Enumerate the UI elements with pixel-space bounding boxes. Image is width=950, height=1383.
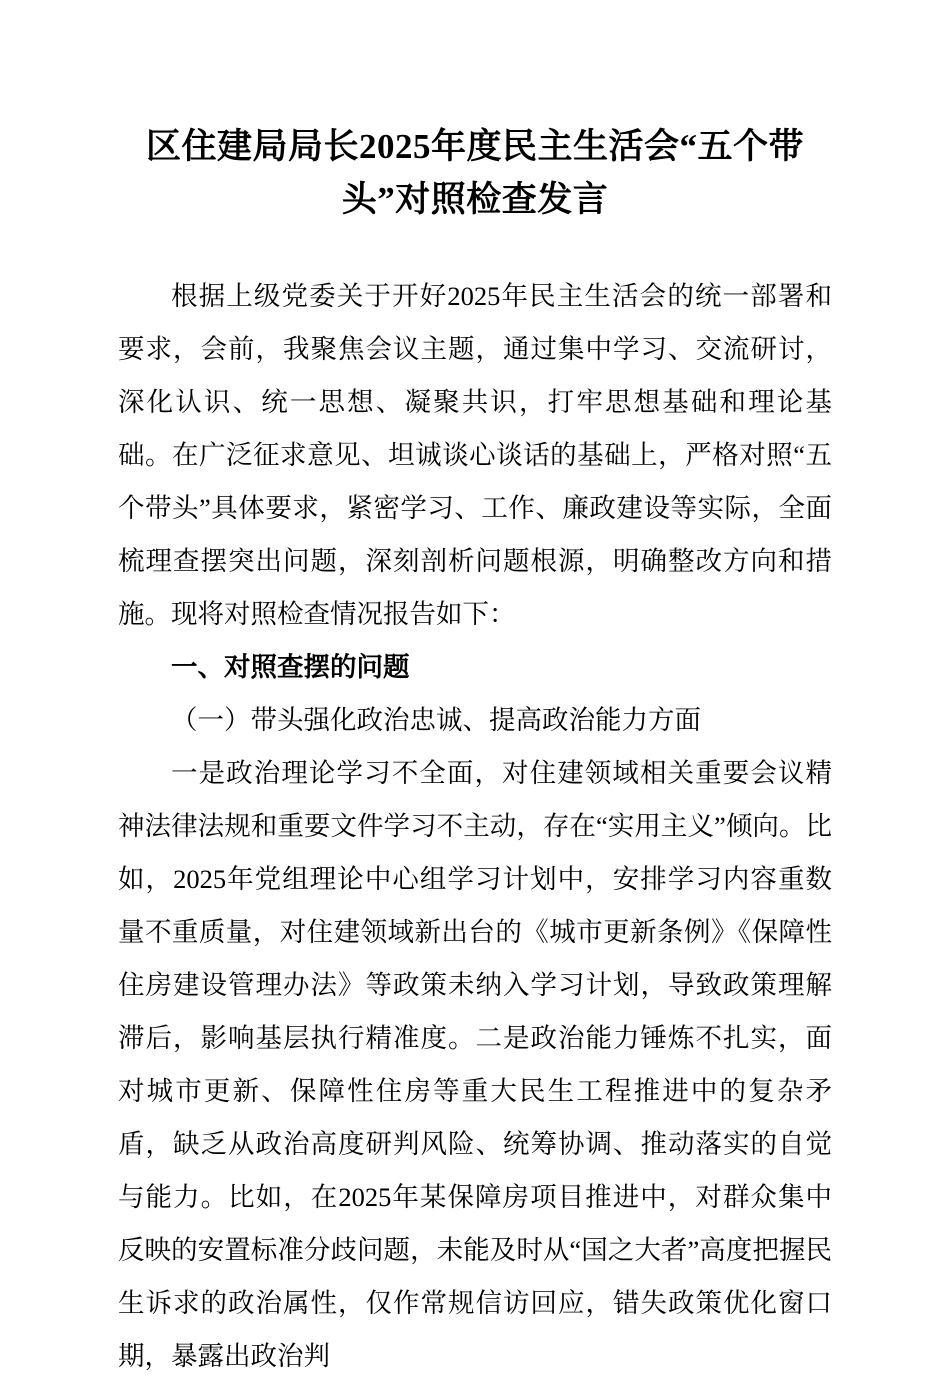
section-body-paragraph: 一是政治理论学习不全面，对住建领域相关重要会议精神法律法规和重要文件学习不主动，存在“实用主义”倾向。比如，2025年党组理论中心组学习计划中，安排学习内容重数量不重质量，对住建领域新出台的《城市更新条例》《保障性住房建设管理办法》等政策未纳入学习计划，导致政策理解滞后，影响基层执行精准度。二是政治能力锤炼不扎实，面对城市更新、保障性住房等重大民生工程推进中的复杂矛盾，缺乏从政治高度研判风险、统筹协调、推动落实的自觉与能力。比如，在2025年某保障房项目推进中，对群众集中反映的安置标准分歧问题，未能及时从“国之大者”高度把握民生诉求的政治属性，仅作常规信访回应，错失政策优化窗口期，暴露出政治判 — [118, 758, 832, 1371]
page-title: 区住建局局长2025年度民主生活会“五个带头”对照检查发言 — [145, 127, 804, 219]
section-heading-level-1: 一、对照查摆的问题 — [171, 652, 410, 682]
title-spacer — [118, 226, 832, 270]
section-heading-level-2: （一）带头强化政治忠诚、提高政治能力方面 — [171, 705, 701, 735]
intro-paragraph: 根据上级党委关于开好2025年民主生活会的统一部署和要求，会前，我聚焦会议主题，通过集中学习、交流研讨，深化认识、统一思想、凝聚共识，打牢思想基础和理论基础。在广泛征求意见、坦诚谈心谈话的基础上，严格对照“五个带头”具体要求，紧密学习、工作、廉政建设等实际，全面梳理查摆突出问题，深刻剖析问题根源，明确整改方向和措施。现将对照检查情况报告如下： — [118, 281, 832, 629]
